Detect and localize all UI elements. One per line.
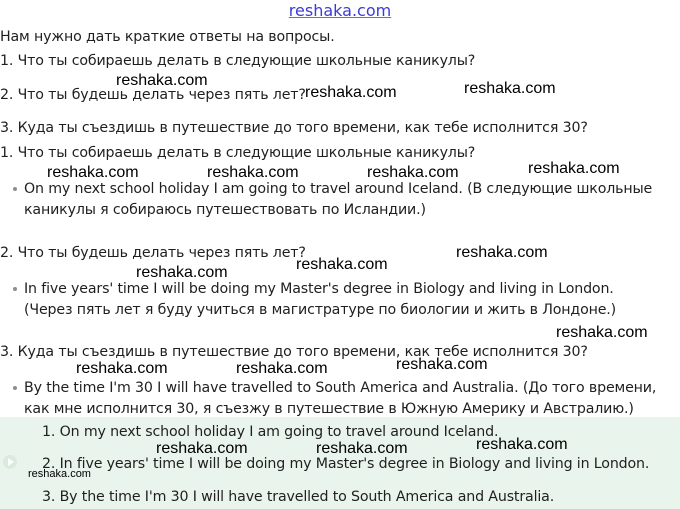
watermark: reshaka.com — [396, 356, 488, 373]
watermark: reshaka.com — [556, 324, 648, 341]
bullet-icon — [13, 187, 17, 191]
answer-1-line-2: каникулы я собираюсь путешествовать по Исландии.) — [24, 202, 426, 218]
intro-text: Нам нужно дать краткие ответы на вопросы. — [0, 29, 335, 45]
watermark: reshaka.com — [476, 436, 568, 453]
watermark: reshaka.com — [296, 256, 388, 273]
summary-item-2: 2. In five years' time I will be doing my Master's degree in Biology and living in London. — [42, 456, 650, 472]
question-3: 3. Куда ты съездишь в путешествие до того времени, как тебе исполнится 30? — [0, 120, 588, 136]
watermark: reshaka.com — [528, 160, 620, 177]
watermark: reshaka.com — [47, 164, 139, 181]
watermark: reshaka.com — [28, 468, 91, 480]
summary-item-3: 3. By the time I'm 30 I will have travelled to South America and Australia. — [42, 489, 555, 505]
answer-3-line-2: как мне исполнится 30, я съезжу в путешествие в Южную Америку и Австралию.) — [24, 401, 634, 417]
watermark: reshaka.com — [316, 440, 408, 457]
answer-3-line-1: By the time I'm 30 I will have travelled to South America and Australia. (До того времени, — [24, 380, 657, 396]
bullet-icon — [13, 287, 17, 291]
answer-2-line-1: In five years' time I will be doing my Master's degree in Biology and living in London. — [24, 281, 614, 297]
watermark: reshaka.com — [456, 244, 548, 261]
watermark: reshaka.com — [464, 80, 556, 97]
answer-1-line-1: On my next school holiday I am going to travel around Iceland. (В следующие школьные — [24, 181, 653, 197]
watermark: reshaka.com — [156, 440, 248, 457]
site-header-link[interactable]: reshaka.com — [288, 1, 392, 20]
watermark: reshaka.com — [305, 84, 397, 101]
watermark: reshaka.com — [207, 164, 299, 181]
watermark: reshaka.com — [136, 264, 228, 281]
watermark: reshaka.com — [76, 360, 168, 377]
summary-item-1: 1. On my next school holiday I am going to travel around Iceland. — [42, 424, 499, 440]
answer-2-line-2: (Через пять лет я буду учиться в магистратуре по биологии и жить в Лондоне.) — [24, 302, 617, 318]
answer-3-question: 3. Куда ты съездишь в путешествие до того времени, как тебе исполнится 30? — [0, 344, 588, 360]
answer-2-question: 2. Что ты будешь делать через пять лет? — [0, 245, 306, 261]
answer-1-question: 1. Что ты собираешь делать в следующие школьные каникулы? — [0, 145, 476, 161]
watermark: reshaka.com — [116, 72, 208, 89]
watermark: reshaka.com — [367, 164, 459, 181]
bullet-icon — [13, 386, 17, 390]
question-1: 1. Что ты собираешь делать в следующие школьные каникулы? — [0, 53, 476, 69]
watermark: reshaka.com — [236, 360, 328, 377]
question-2: 2. Что ты будешь делать через пять лет? — [0, 87, 306, 103]
play-icon[interactable] — [3, 455, 17, 469]
